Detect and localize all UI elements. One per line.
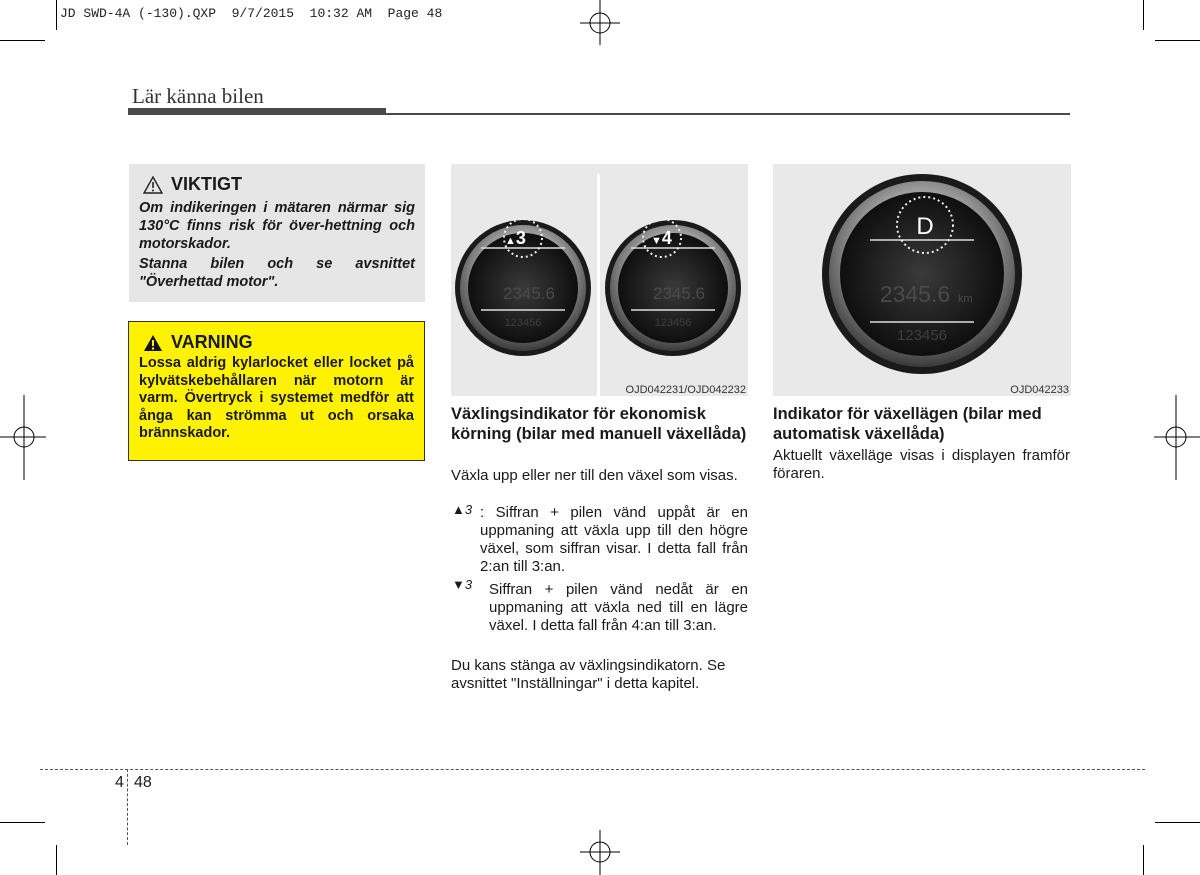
footer-rule (40, 769, 1145, 770)
footer-vertical-rule (127, 769, 128, 845)
gauge-left-odo: 123456 (504, 317, 542, 329)
gauge-auto-unit: km (958, 293, 973, 305)
downshift-text: Siffran + pilen vänd nedåt är en uppmaning att växla ned till en lägre växel. I detta fall från 4:an till 3:an. (489, 581, 748, 634)
warning-box (128, 321, 425, 461)
chapter-header: Lär känna bilen (132, 84, 264, 108)
section-title-manual: Växlingsindikator för ekonomisk körning (bilar med manuell växellåda) (451, 405, 747, 443)
notice-title-text: VIKTIGT (171, 174, 242, 194)
warning-text: Lossa aldrig kylarlocket eller locket på kylvätskebehållaren när motorn är varm. Övertryck i systemet medför att ånga kan strömma ut och orsaka brännskador. (139, 355, 414, 441)
warning-triangle-filled-icon (143, 334, 163, 352)
gauge-auto-trip: 2345.6 (879, 281, 951, 307)
figure-divider (597, 174, 600, 396)
footer-chapter: 4 (115, 774, 124, 791)
notice-text-1: Om indikeringen i mätaren närmar sig 130°C finns risk för över-hettning och motorskador. (139, 200, 415, 252)
figure-gear-position (773, 164, 1071, 396)
print-slug: JD SWD-4A (-130).QXP 9/7/2015 10:32 AM Page 48 (60, 6, 443, 21)
gauge-right-odo: 123456 (654, 317, 692, 329)
gauge-right (605, 219, 741, 356)
section-title-automatic: Indikator för växellägen (bilar med automatisk växellåda) (773, 405, 1042, 443)
gauge-auto-gear: D (916, 213, 934, 240)
notice-text-2: Stanna bilen och se avsnittet "Överhettad motor". (139, 256, 415, 290)
warning-title-text: VARNING (171, 332, 253, 352)
gauge-right-gear: ▼4 (651, 228, 672, 248)
notice-title (139, 174, 415, 195)
header-rule-thick (128, 108, 386, 115)
warning-title (139, 332, 414, 353)
header-rule-thin (386, 113, 1070, 115)
upshift-text: : Siffran + pilen vänd uppåt är en uppmaning att växla upp till den högre växel, som siffran visar. I detta fall från 2:an till 3:an. (480, 504, 748, 575)
footer-page: 48 (134, 774, 152, 791)
figure-code: OJD042233 (1010, 384, 1069, 396)
gauge-auto-illustration (773, 164, 1071, 396)
gauge-right-trip: 2345.6 (653, 284, 705, 303)
section-outro-manual: Du kans stänga av växlingsindikatorn. Se avsnittet "Inställningar" i detta kapitel. (451, 657, 726, 692)
downshift-icon: ▼3 (452, 577, 473, 592)
gauge-left-trip: 2345.6 (503, 284, 555, 303)
gauge-auto-odo: 123456 (896, 327, 948, 344)
warning-triangle-icon (143, 176, 163, 194)
section-text-automatic: Aktuellt växelläge visas i displayen framför föraren. (773, 447, 1070, 482)
gauge-left-gear: ▲3 (505, 228, 526, 248)
figure-code: OJD042231/OJD042232 (625, 384, 746, 396)
upshift-icon: ▲3 (452, 502, 473, 517)
section-intro-manual: Växla upp eller ner till den växel som visas. (451, 467, 738, 484)
notice-box (129, 164, 425, 302)
